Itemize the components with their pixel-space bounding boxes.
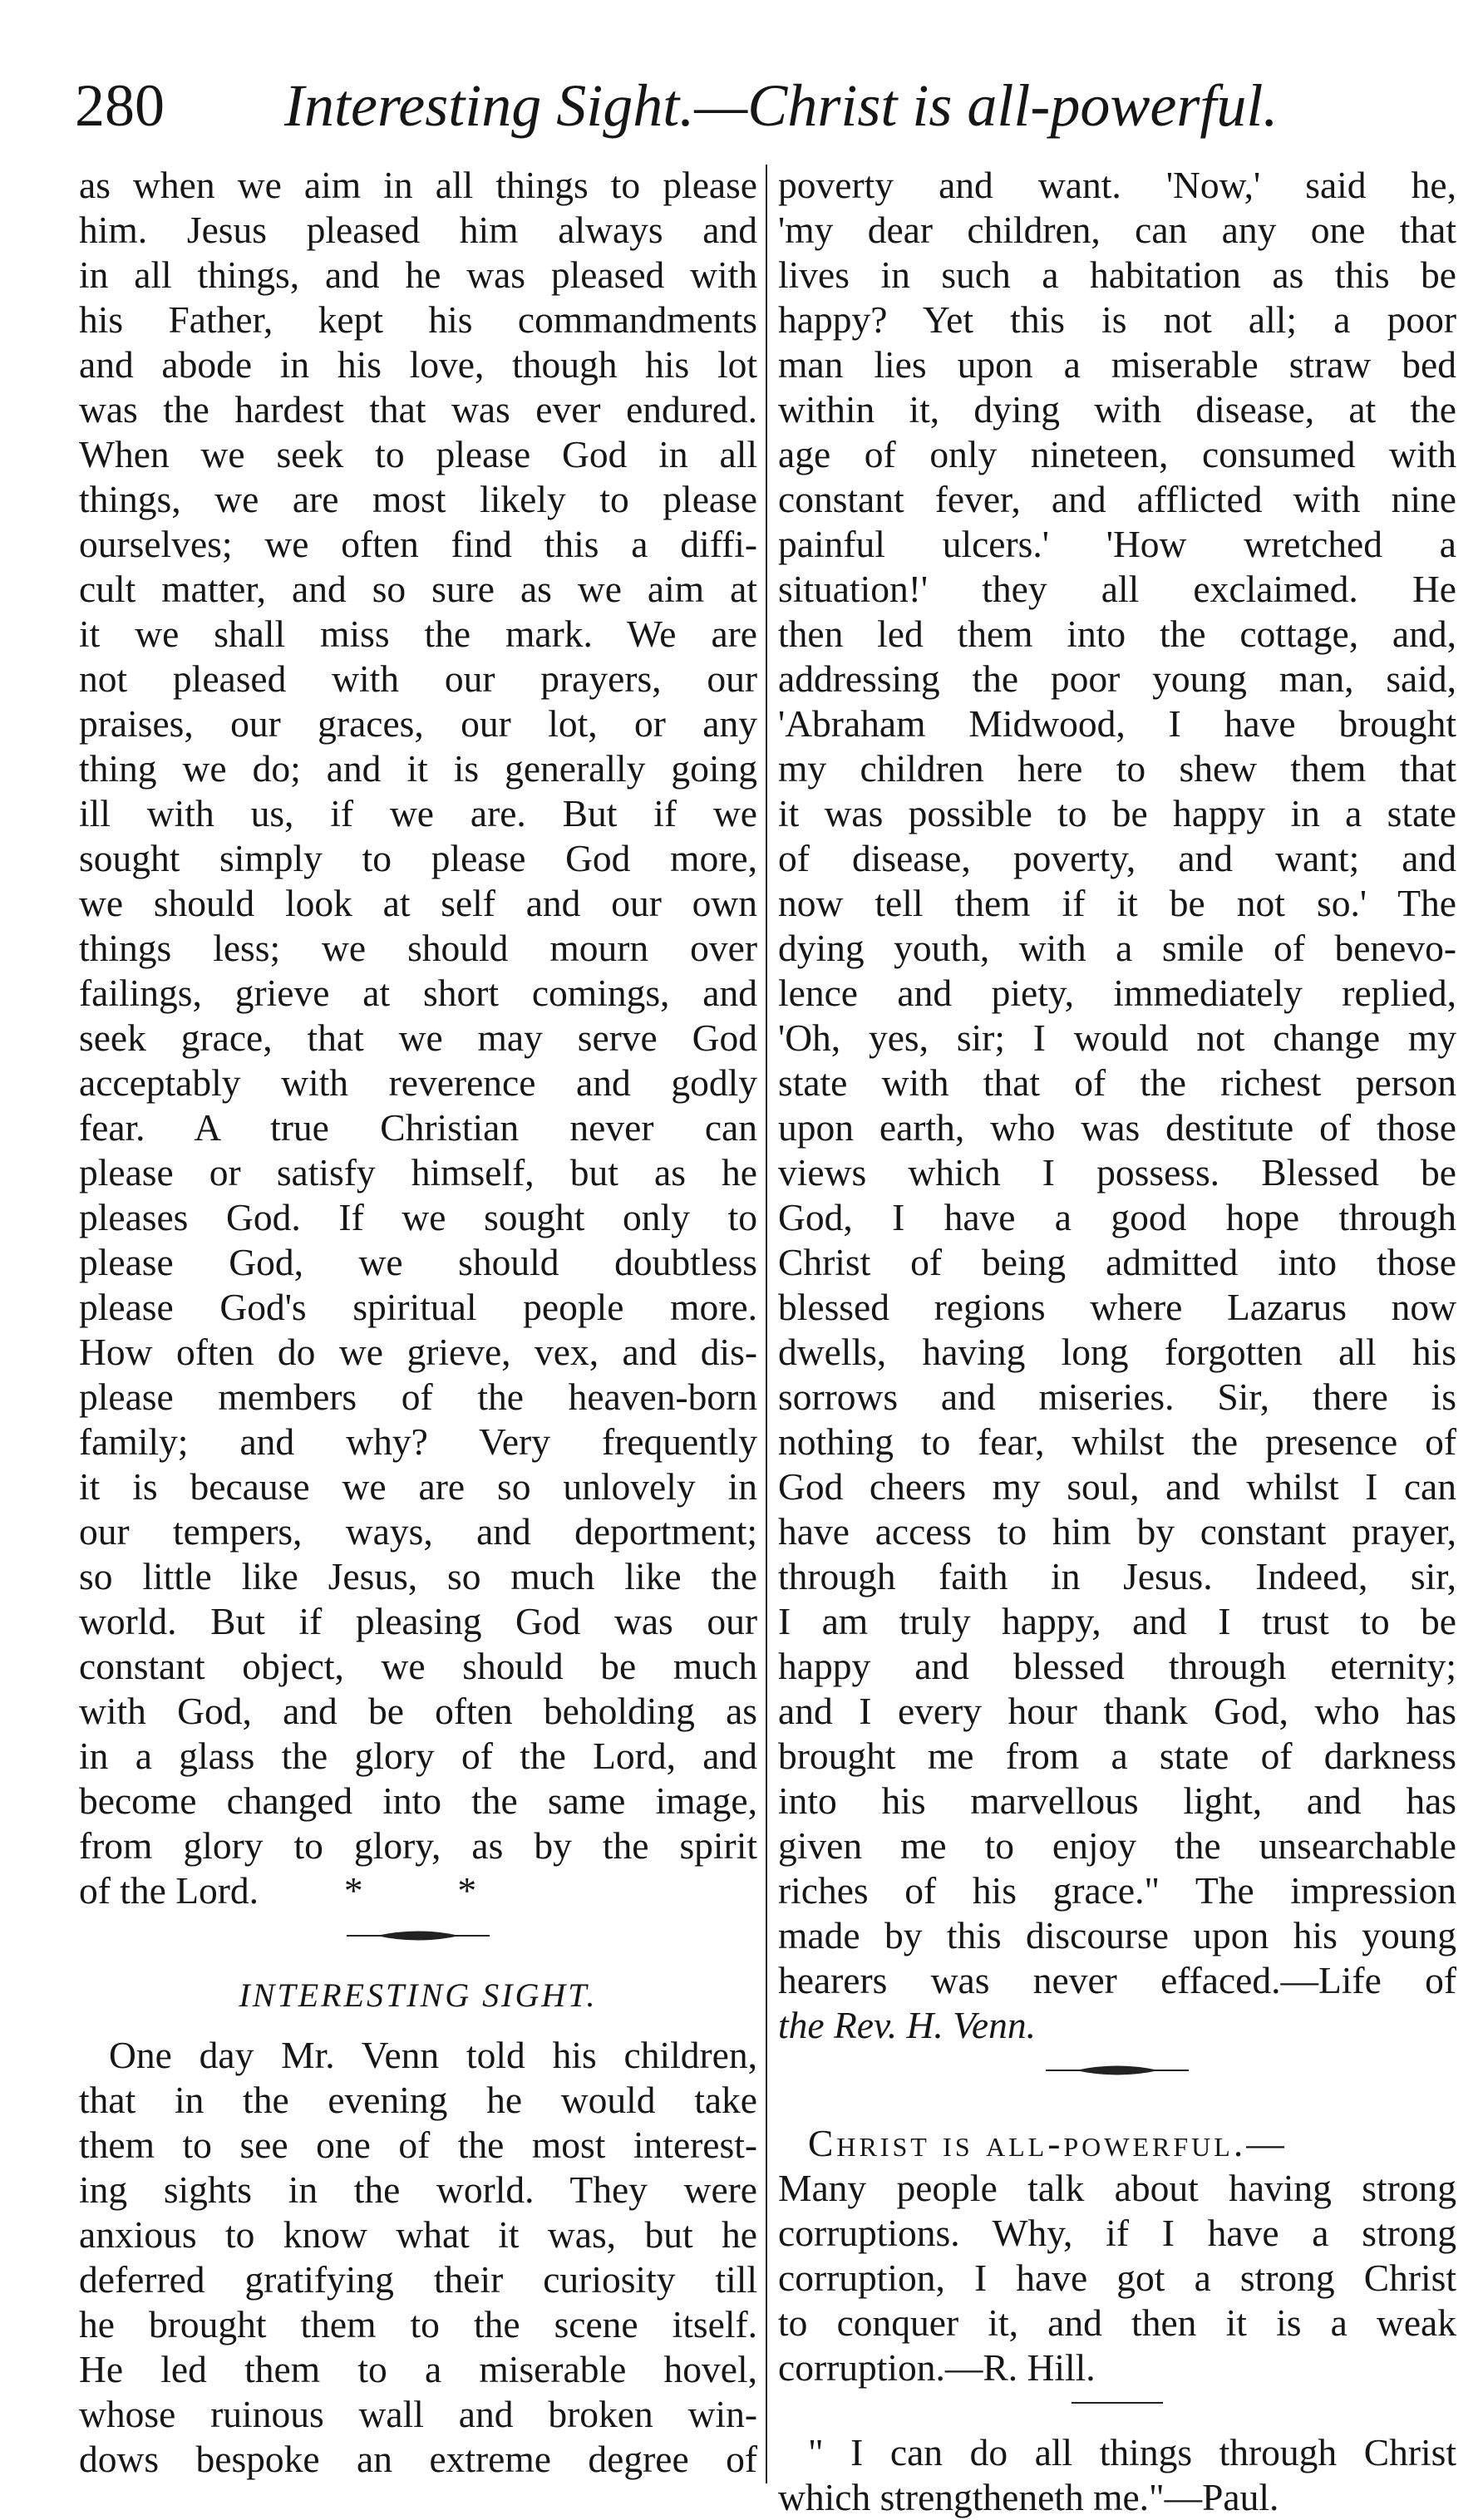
text-line: world. But if pleasing God was our bbox=[79, 1600, 757, 1642]
text-line: become changed into the same image, bbox=[79, 1779, 757, 1822]
text-line: How often do we grieve, vex, and dis- bbox=[79, 1331, 757, 1373]
paul-quote bbox=[778, 2430, 1456, 2520]
text-line: When we seek to please God in all bbox=[79, 433, 757, 475]
text-line: seek grace, that we may serve God bbox=[79, 1016, 757, 1059]
pleasing-god-paragraph bbox=[79, 163, 757, 1913]
text-line: corruptions. Why, if I have a strong bbox=[778, 2212, 1456, 2254]
quote-line: " I can do all things through Christ bbox=[808, 2431, 1456, 2473]
text-line: pleases God. If we sought only to bbox=[79, 1196, 757, 1238]
text-line: ill with us, if we are. But if we bbox=[79, 792, 757, 834]
text-line: painful ulcers.' 'How wretched a bbox=[778, 523, 1456, 565]
text-line: ing sights in the world. They were bbox=[79, 2168, 757, 2211]
text-line: please or satisfy himself, but as he bbox=[79, 1151, 757, 1194]
text-line: was the hardest that was ever endured. bbox=[79, 388, 757, 431]
text-line: 'my dear children, can any one that bbox=[778, 209, 1456, 251]
text-line: that in the evening he would take bbox=[79, 2079, 757, 2121]
text-line: within it, dying with disease, at the bbox=[778, 388, 1456, 431]
page-number: 280 bbox=[75, 72, 165, 139]
text-line: dying youth, with a smile of benevo- bbox=[778, 927, 1456, 969]
text-line: nothing to fear, whilst the presence of bbox=[778, 1420, 1456, 1463]
text-line: it we shall miss the mark. We are bbox=[79, 613, 757, 655]
section-heading-christ-all-powerful: Christ is all-powerful.— bbox=[808, 2122, 1288, 2164]
text-line: deferred gratifying their curiosity till bbox=[79, 2258, 757, 2301]
text-line: them to see one of the most interest- bbox=[79, 2124, 757, 2166]
text-line: into his marvellous light, and has bbox=[778, 1779, 1456, 1822]
venn-continuation-paragraph bbox=[778, 163, 1456, 2048]
text-line: cult matter, and so sure as we aim at bbox=[79, 568, 757, 610]
text-line: him. Jesus pleased him always and bbox=[79, 209, 757, 251]
attribution-line: the Rev. H. Venn. bbox=[778, 2004, 1036, 2046]
text-line: with God, and be often beholding as bbox=[79, 1690, 757, 1732]
text-line: now tell them if it be not so.' The bbox=[778, 882, 1456, 924]
spacer bbox=[79, 2018, 757, 2033]
text-line: I am truly happy, and I trust to be bbox=[778, 1600, 1456, 1642]
text-line: from glory to glory, as by the spirit bbox=[79, 1824, 757, 1867]
text-line: please God, we should doubtless bbox=[79, 1241, 757, 1283]
ornament-icon bbox=[1042, 2060, 1192, 2081]
text-line: Christ of being admitted into those bbox=[778, 1241, 1456, 1283]
text-line: age of only nineteen, consumed with bbox=[778, 433, 1456, 475]
text-line: and I every hour thank God, who has bbox=[778, 1690, 1456, 1732]
text-line: hearers was never effaced.—Life of bbox=[778, 1959, 1456, 2001]
text-line: please members of the heaven-born bbox=[79, 1376, 757, 1418]
text-line: lives in such a habitation as this be bbox=[778, 253, 1456, 296]
interesting-sight-paragraph bbox=[79, 2033, 757, 2482]
text-line: failings, grieve at short comings, and bbox=[79, 972, 757, 1014]
text-line: poverty and want. 'Now,' said he, bbox=[778, 164, 1456, 206]
text-line: corruption, I have got a strong Christ bbox=[778, 2257, 1456, 2299]
text-line: through faith in Jesus. Indeed, sir, bbox=[778, 1555, 1456, 1597]
text-line: it was possible to be happy in a state bbox=[778, 792, 1456, 834]
text-line: happy? Yet this is not all; a poor bbox=[778, 298, 1456, 341]
ornament-divider bbox=[778, 2048, 1456, 2093]
spacer bbox=[778, 2415, 1456, 2430]
text-line: dwells, having long forgotten all his bbox=[778, 1331, 1456, 1373]
text-line: man lies upon a miserable straw bed bbox=[778, 343, 1456, 386]
text-line: addressing the poor young man, said, bbox=[778, 657, 1456, 700]
text-line: family; and why? Very frequently bbox=[79, 1420, 757, 1463]
paragraph-end-text: of the Lord. bbox=[79, 1869, 259, 1912]
text-line: 'Abraham Midwood, I have brought bbox=[778, 702, 1456, 745]
text-line: brought me from a state of darkness bbox=[778, 1735, 1456, 1777]
text-line: thing we do; and it is generally going bbox=[79, 747, 757, 790]
text-line: our tempers, ways, and deportment; bbox=[79, 1510, 757, 1553]
text-line: ourselves; we often find this a diffi- bbox=[79, 523, 757, 565]
text-line: things, we are most likely to please bbox=[79, 478, 757, 520]
text-line: acceptably with reverence and godly bbox=[79, 1061, 757, 1104]
right-column bbox=[778, 163, 1456, 2520]
text-line: riches of his grace." The impression bbox=[778, 1869, 1456, 1912]
text-line: upon earth, who was destitute of those bbox=[778, 1106, 1456, 1149]
text-line: state with that of the richest person bbox=[778, 1061, 1456, 1104]
short-rule bbox=[778, 2390, 1456, 2415]
text-line: Many people talk about having strong bbox=[778, 2167, 1456, 2209]
text-line: in all things, and he was pleased with bbox=[79, 253, 757, 296]
spacer bbox=[79, 1958, 757, 1973]
text-line-end: corruption.—R. Hill. bbox=[778, 2346, 1096, 2389]
text-line: then led them into the cottage, and, bbox=[778, 613, 1456, 655]
text-line: constant object, we should be much bbox=[79, 1645, 757, 1687]
text-line: 'Oh, yes, sir; I would not change my bbox=[778, 1016, 1456, 1059]
left-column bbox=[79, 163, 757, 2482]
text-line: lence and piety, immediately replied, bbox=[778, 972, 1456, 1014]
text-line: please God's spiritual people more. bbox=[79, 1286, 757, 1328]
text-line: anxious to know what it was, but he bbox=[79, 2213, 757, 2256]
text-line: One day Mr. Venn told his children, bbox=[109, 2034, 757, 2076]
section-heading-interesting-sight: INTERESTING SIGHT. bbox=[239, 1976, 598, 2014]
text-line: blessed regions where Lazarus now bbox=[778, 1286, 1456, 1328]
christ-all-powerful-paragraph bbox=[778, 2121, 1456, 2390]
text-line: praises, our graces, our lot, or any bbox=[79, 702, 757, 745]
text-line: it is because we are so unlovely in bbox=[79, 1465, 757, 1508]
text-line: as when we aim in all things to please bbox=[79, 164, 757, 206]
text-line: and abode in his love, though his lot bbox=[79, 343, 757, 386]
text-line: have access to him by constant prayer, bbox=[778, 1510, 1456, 1553]
spacer bbox=[778, 2093, 1456, 2121]
quote-line-end: which strengtheneth me."—Paul. bbox=[778, 2476, 1279, 2518]
column-divider bbox=[766, 165, 767, 2483]
text-line: things less; we should mourn over bbox=[79, 927, 757, 969]
text-line: God cheers my soul, and whilst I can bbox=[778, 1465, 1456, 1508]
text-line: my children here to shew them that bbox=[778, 747, 1456, 790]
running-title: Interesting Sight.—Christ is all-powerful. bbox=[284, 72, 1279, 139]
text-line: He led them to a miserable hovel, bbox=[79, 2348, 757, 2390]
text-line: so little like Jesus, so much like the bbox=[79, 1555, 757, 1597]
text-line: views which I possess. Blessed be bbox=[778, 1151, 1456, 1194]
text-line: God, I have a good hope through bbox=[778, 1196, 1456, 1238]
text-line: of disease, poverty, and want; and bbox=[778, 837, 1456, 879]
text-line: situation!' they all exclaimed. He bbox=[778, 568, 1456, 610]
text-line: in a glass the glory of the Lord, and bbox=[79, 1735, 757, 1777]
text-line: happy and blessed through eternity; bbox=[778, 1645, 1456, 1687]
text-line: not pleased with our prayers, our bbox=[79, 657, 757, 700]
ornament-icon bbox=[343, 1925, 493, 1947]
text-line: dows bespoke an extreme degree of bbox=[79, 2438, 757, 2480]
text-line: he brought them to the scene itself. bbox=[79, 2303, 757, 2345]
text-line: made by this discourse upon his young bbox=[778, 1914, 1456, 1956]
text-line: to conquer it, and then it is a weak bbox=[778, 2301, 1456, 2344]
text-line: we should look at self and our own bbox=[79, 882, 757, 924]
text-line-end bbox=[79, 1868, 757, 1913]
text-line: given me to enjoy the unsearchable bbox=[778, 1824, 1456, 1867]
text-line: sought simply to please God more, bbox=[79, 837, 757, 879]
text-line: sorrows and miseries. Sir, there is bbox=[778, 1376, 1456, 1418]
text-line: fear. A true Christian never can bbox=[79, 1106, 757, 1149]
asterisk-divider: * * bbox=[343, 1869, 477, 1912]
text-line: whose ruinous wall and broken win- bbox=[79, 2393, 757, 2435]
text-line: constant fever, and afflicted with nine bbox=[778, 478, 1456, 520]
page-header bbox=[75, 68, 1455, 143]
text-line: his Father, kept his commandments bbox=[79, 298, 757, 341]
ornament-divider bbox=[79, 1913, 757, 1958]
